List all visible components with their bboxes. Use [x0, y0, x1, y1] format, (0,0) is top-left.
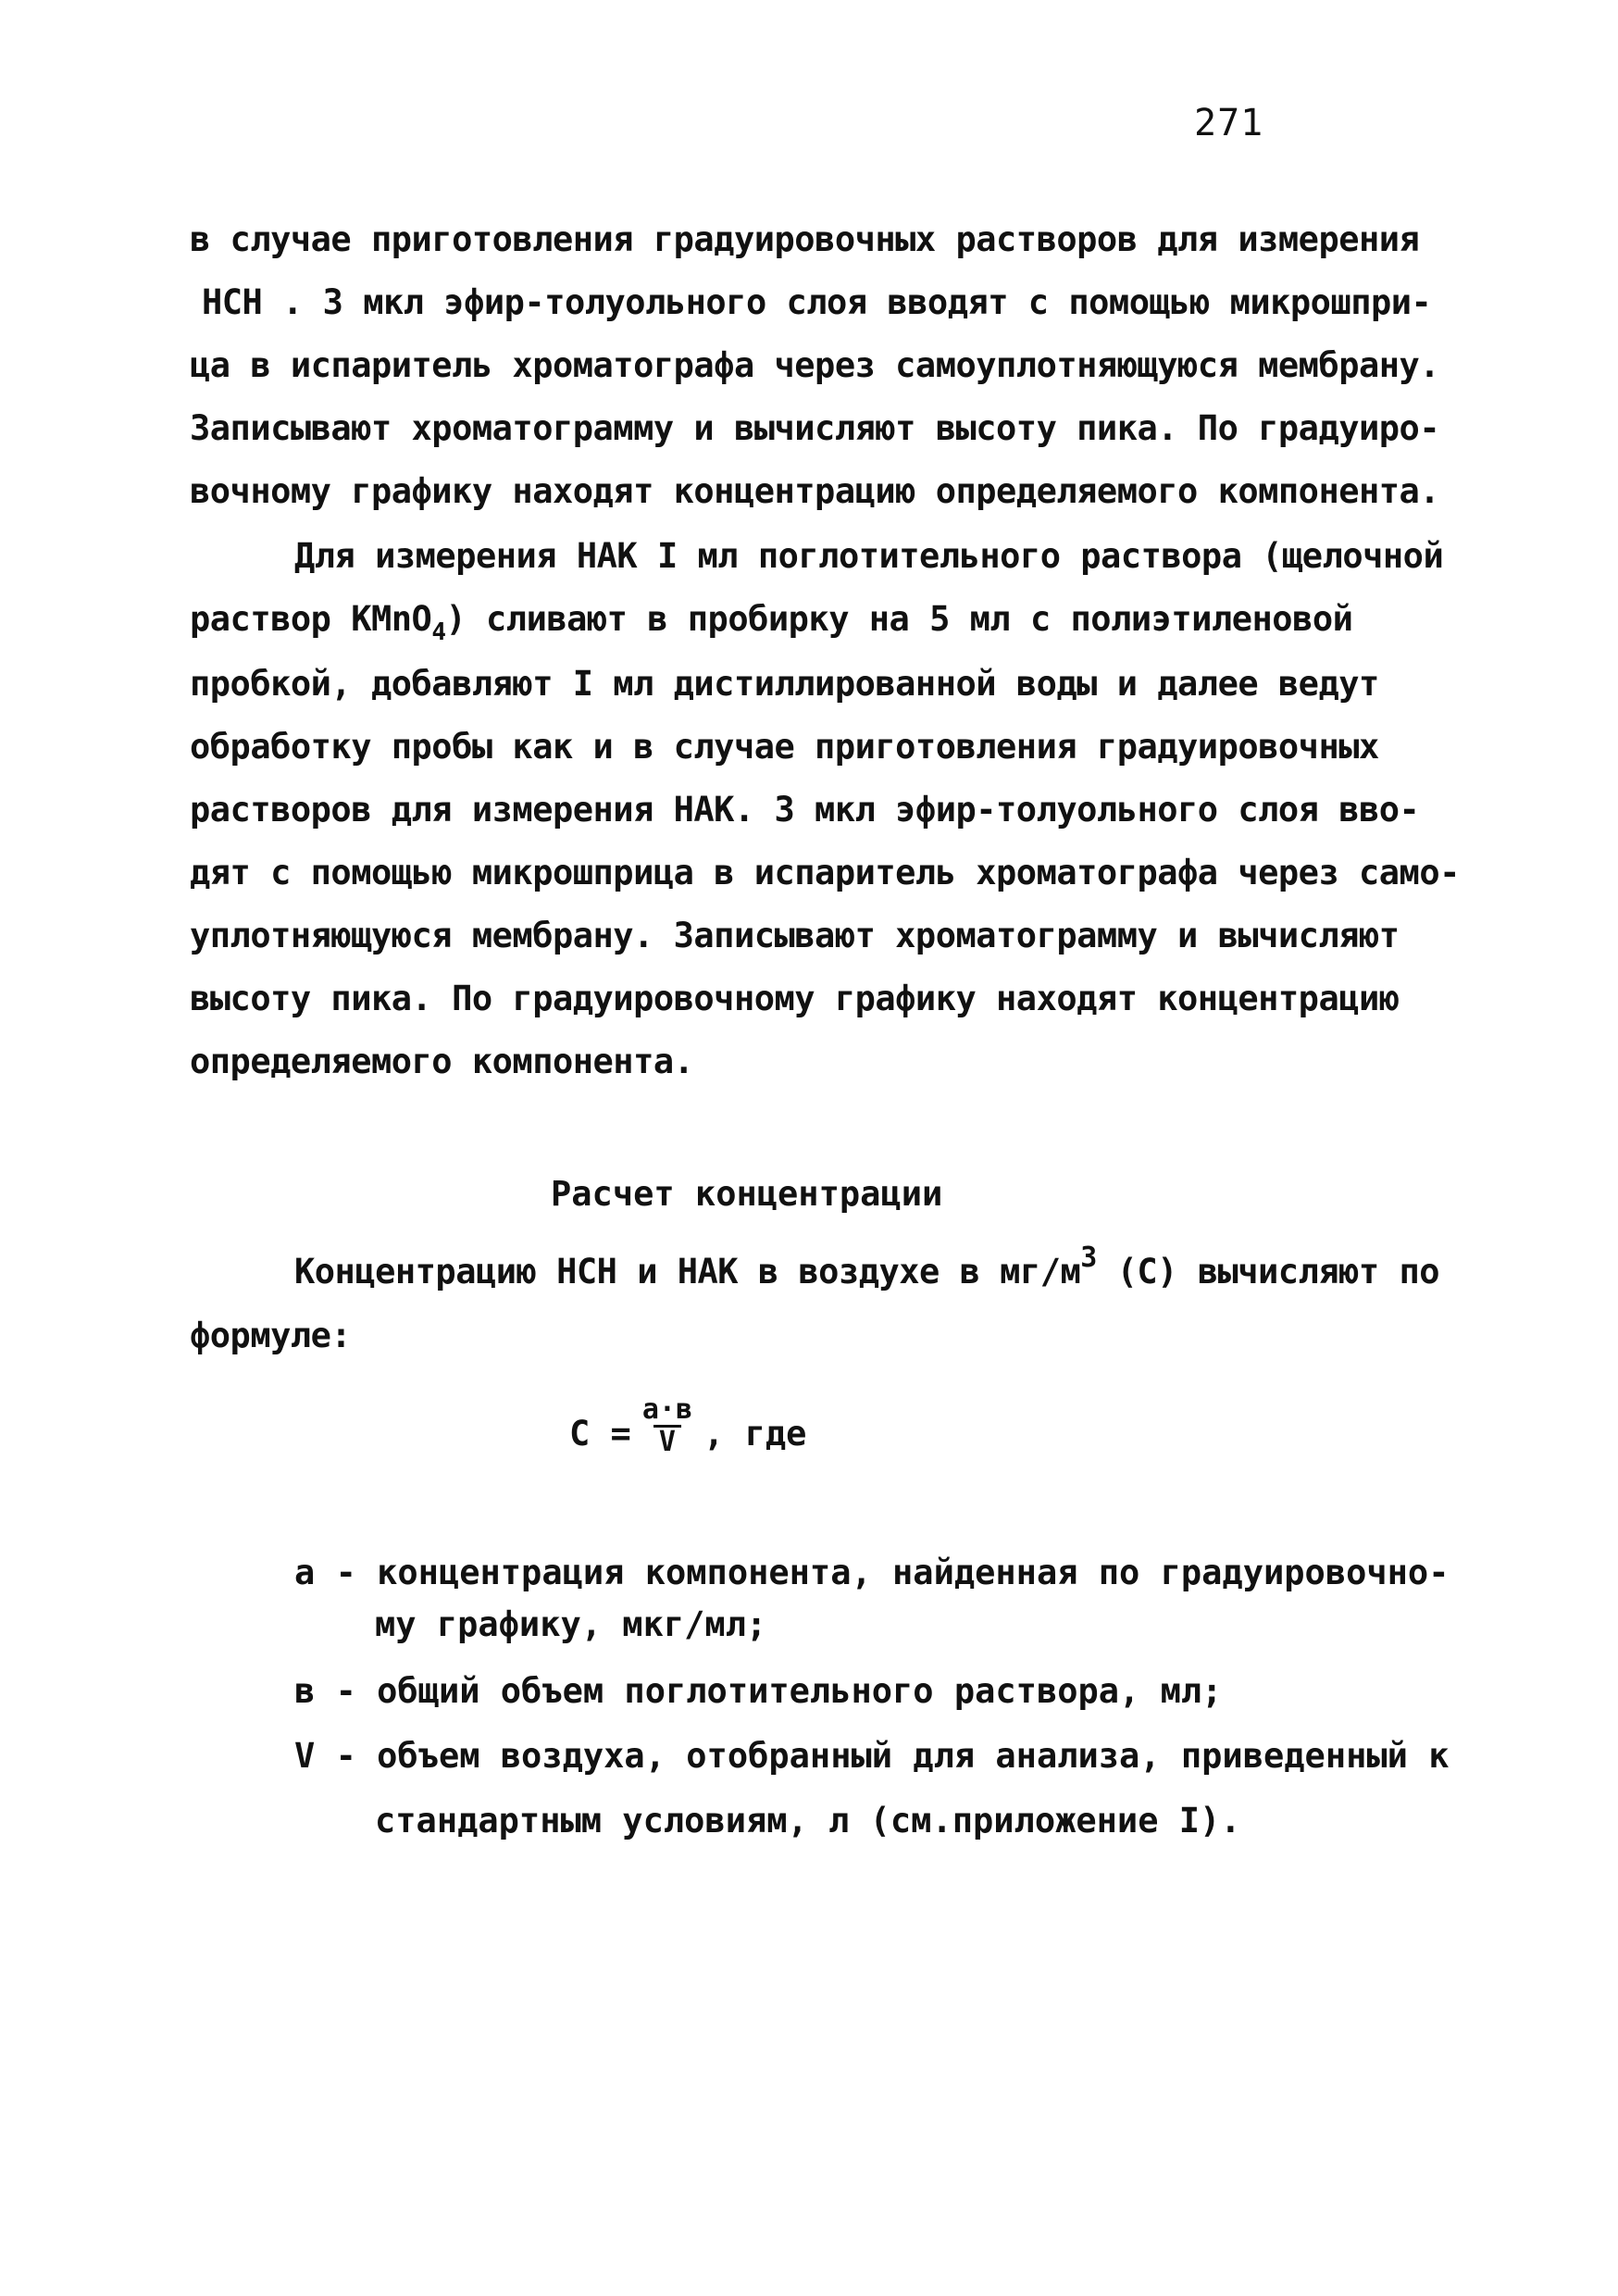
definition-symbol: а [294, 1553, 316, 1592]
definition-continuation: стандартным условиям, л (см.приложение I). [375, 1801, 1241, 1841]
superscript: 3 [1080, 1242, 1097, 1274]
definition-item [294, 1555, 1449, 1590]
text-line: уплотняющуюся мембрану. Записывают хроматограмму и вычисляют [190, 916, 1400, 955]
text-line [294, 1242, 1440, 1292]
text-fragment: Концентрацию НСН и НАК в воздухе в мг/м [294, 1252, 1081, 1292]
section-heading: Расчет концентрации [551, 1174, 943, 1214]
definition-text: концентрация компонента, найденная по градуировочно- [377, 1553, 1450, 1592]
page-number: 271 [1194, 102, 1264, 144]
definition-item [294, 1736, 1450, 1776]
text-line: в случае приготовления градуировочных растворов для измерения [190, 219, 1420, 259]
definition-text: общий объем поглотительного раствора, мл; [377, 1671, 1223, 1711]
text-line: Записывают хроматограмму и вычисляют высоту пика. По градуиро- [190, 408, 1440, 448]
formula [569, 1393, 807, 1464]
definition-text: объем воздуха, отобранный для анализа, приведенный к [377, 1736, 1450, 1776]
text-line: определяемого компонента. [190, 1042, 694, 1081]
definition-symbol: в [294, 1671, 316, 1711]
text-line: обработку пробы как и в случае приготовления градуировочных [190, 727, 1379, 767]
fraction-numerator: а·в [641, 1393, 693, 1426]
text-line: пробкой, добавляют I мл дистиллированной воды и далее ведут [190, 664, 1379, 704]
text-line: НСН . 3 мкл эфир-толуольного слоя вводят с помощью микрошпри- [202, 282, 1432, 322]
text-fragment: ) сливают в пробирку на 5 мл с полиэтиленовой [445, 599, 1353, 639]
definition-dash: - [335, 1553, 356, 1592]
text-fragment: (С) вычисляют по [1096, 1252, 1440, 1292]
definition-dash: - [335, 1736, 356, 1776]
definition-symbol: V [294, 1736, 316, 1776]
text-line: дят с помощью микрошприца в испаритель хроматографа через само- [190, 853, 1460, 892]
text-line: высоту пика. По градуировочному графику находят концентрацию [190, 979, 1400, 1018]
text-fragment: раствор KMnO [190, 599, 432, 639]
text-line: вочному графику находят концентрацию определяемого компонента. [190, 471, 1440, 511]
formula-lhs: С = [569, 1413, 631, 1454]
definition-dash: - [335, 1671, 356, 1711]
definition-continuation: му графику, мкг/мл; [375, 1604, 767, 1644]
text-line: растворов для измерения НАК. 3 мкл эфир-толуольного слоя вво- [190, 790, 1420, 830]
subscript: 4 [431, 618, 446, 646]
fraction [637, 1395, 698, 1456]
fraction-denominator: V [653, 1425, 681, 1457]
text-line: Для измерения НАК I мл поглотительного раствора (щелочной [294, 536, 1444, 576]
definition-item [294, 1671, 1223, 1711]
text-line: ца в испаритель хроматографа через самоуплотняющуюся мембрану. [190, 345, 1440, 385]
text-line: формуле: [190, 1316, 352, 1355]
formula-suffix: , где [703, 1413, 807, 1454]
text-line [190, 599, 1353, 646]
